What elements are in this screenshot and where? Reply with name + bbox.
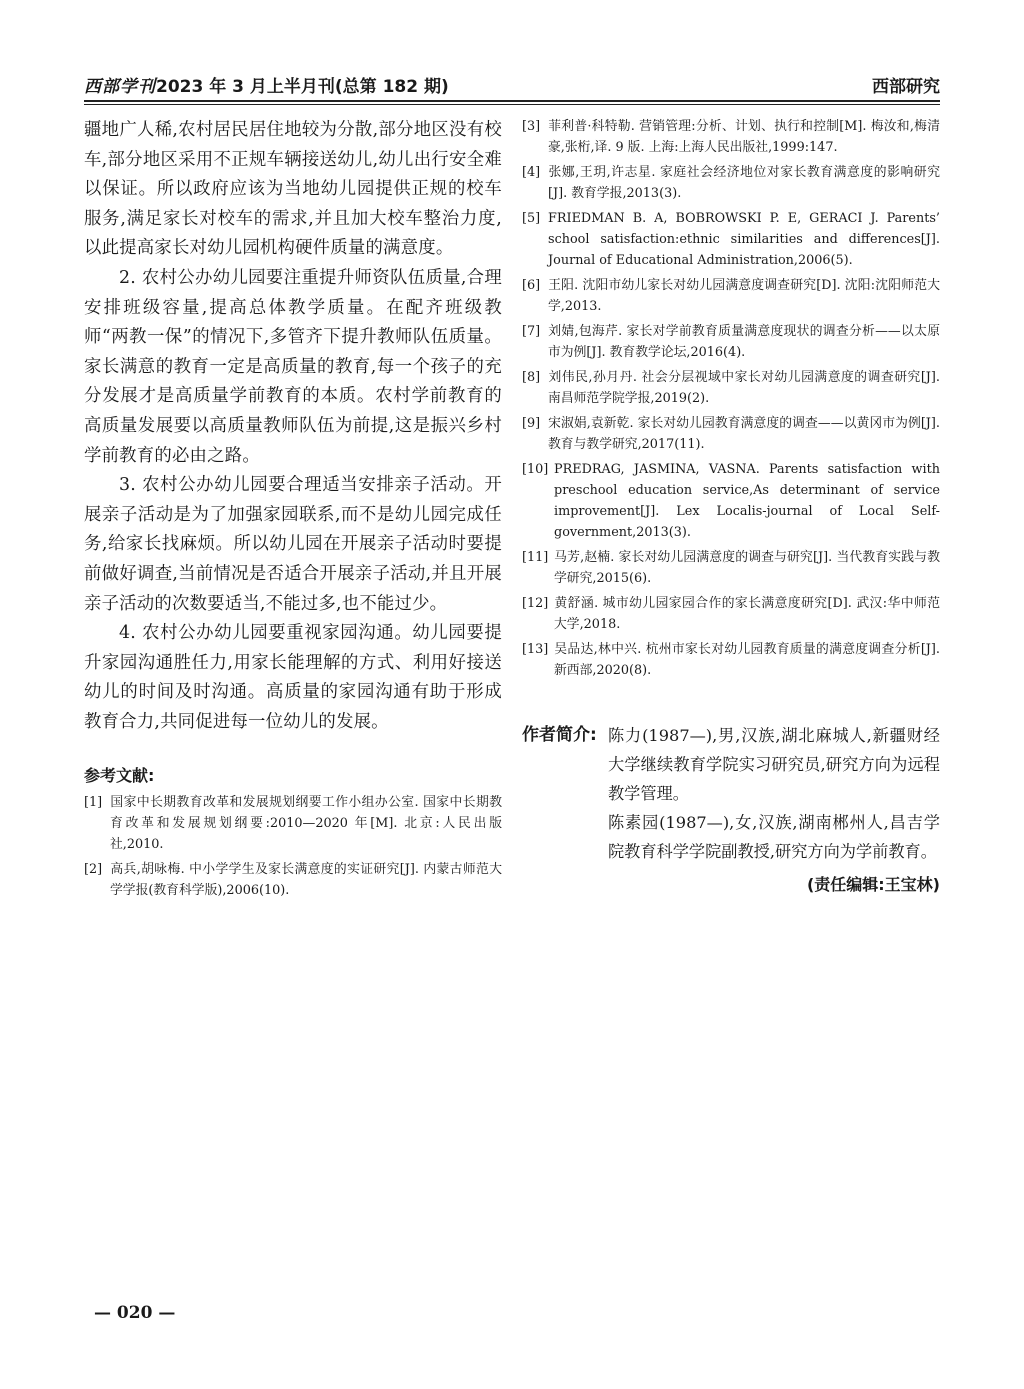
reference-text: 刘婧,包海芹. 家长对学前教育质量满意度现状的调查分析——以太原市为例[J]. 教育教学论坛,2016(4). [548, 324, 940, 360]
reference-item [84, 792, 502, 855]
reference-item [522, 275, 940, 317]
header-left [84, 72, 449, 97]
reference-item [522, 547, 940, 589]
reference-text: 宋淑娟,袁新乾. 家长对幼儿园教育满意度的调查——以黄冈市为例[J]. 教育与教学研究,2017(11). [548, 416, 940, 452]
reference-text: 刘伟民,孙月丹. 社会分层视域中家长对幼儿园满意度的调查研究[J]. 南昌师范学院学报,2019(2). [548, 370, 940, 406]
reference-number: [13] [522, 642, 549, 657]
page-number: — 020 — [94, 1303, 176, 1323]
reference-number: [4] [522, 165, 541, 180]
page-header [84, 70, 940, 100]
reference-text: 张娜,王玥,许志星. 家庭社会经济地位对家长教育满意度的影响研究[J]. 教育学报,2013(3). [548, 165, 940, 201]
author-body [608, 721, 940, 866]
reference-item [522, 459, 940, 543]
author-entry: 陈素园(1987—),女,汉族,湖南郴州人,昌吉学院教育科学学院副教授,研究方向为学前教育。 [608, 813, 940, 861]
left-column [84, 116, 502, 905]
reference-text: 菲利普·科特勒. 营销管理:分析、计划、执行和控制[M]. 梅汝和,梅清豪,张桁,译. 9 版. 上海:上海人民出版社,1999:147. [548, 119, 940, 155]
reference-item [84, 859, 502, 901]
body-paragraph: 疆地广人稀,农村居民居住地较为分散,部分地区没有校车,部分地区采用不正规车辆接送幼儿,幼儿出行安全难以保证。所以政府应该为当地幼儿园提供正规的校车服务,满足家长对校车的需求,并且加大校车整治力度,以此提高家长对幼儿园机构硬件质量的满意度。 [84, 120, 502, 259]
reference-item [522, 593, 940, 635]
reference-text: 王阳. 沈阳市幼儿家长对幼儿园满意度调查研究[D]. 沈阳:沈阳师范大学,2013. [548, 278, 940, 314]
header-rule [84, 100, 940, 102]
body-paragraph: 2. 农村公办幼儿园要注重提升师资队伍质量,合理安排班级容量,提高总体教学质量。在配齐班级教师“两教一保”的情况下,多管齐下提升教师队伍质量。家长满意的教育一定是高质量的教育,每一个孩子的充分发展才是高质量学前教育的本质。农村学前教育的高质量发展要以高质量教师队伍为前提,这是振兴乡村学前教育的必由之路。 [84, 267, 502, 466]
reference-text: 国家中长期教育改革和发展规划纲要工作小组办公室. 国家中长期教育改革和发展规划纲要:2010—2020 年[M]. 北京:人民出版社,2010. [110, 795, 502, 853]
author-entry: 陈力(1987—),男,汉族,湖北麻城人,新疆财经大学继续教育学院实习研究员,研究方向为远程教学管理。 [608, 726, 940, 803]
journal-logo: 西部学刊 [84, 77, 156, 97]
reference-text: PREDRAG, JASMINA, VASNA. Parents satisfaction with preschool education service,As determinant of service improvement[J]. Lex Localis-journal of Local Self-government,2013(3). [554, 462, 940, 540]
reference-number: [2] [84, 862, 103, 878]
header-rule-thin [84, 104, 940, 105]
reference-item [522, 116, 940, 158]
reference-text: 黄舒涵. 城市幼儿园家园合作的家长满意度研究[D]. 武汉:华中师范大学,2018. [554, 596, 940, 632]
reference-number: [3] [522, 119, 541, 134]
reference-number: [6] [522, 278, 541, 293]
reference-text: 马芳,赵楠. 家长对幼儿园满意度的调查与研究[J]. 当代教育实践与教学研究,2015(6). [554, 550, 940, 586]
references-title: 参考文献: [84, 766, 155, 786]
reference-number: [11] [522, 550, 549, 565]
right-column [522, 116, 940, 895]
reference-item [522, 367, 940, 409]
author-label: 作者简介: [522, 725, 597, 745]
body-paragraph: 4. 农村公办幼儿园要重视家园沟通。幼儿园要提升家园沟通胜任力,用家长能理解的方式、利用好接送幼儿的时间及时沟通。高质量的家园沟通有助于形成教育合力,共同促进每一位幼儿的发展。 [84, 623, 502, 732]
reference-number: [7] [522, 324, 541, 339]
author-bio [522, 721, 940, 866]
reference-text: FRIEDMAN B. A, BOBROWSKI P. E, GERACI J. Parents’ school satisfaction:ethnic similarities and differences[J]. Journal of Educational Administration,2006(5). [548, 211, 940, 268]
section-name: 西部研究 [872, 77, 940, 97]
reference-item [522, 321, 940, 363]
reference-number: [9] [522, 416, 541, 431]
reference-text: 吴品达,林中兴. 杭州市家长对幼儿园教育质量的满意度调查分析[J]. 新西部,2020(8). [554, 642, 940, 678]
reference-number: [1] [84, 795, 103, 811]
body-paragraph: 3. 农村公办幼儿园要合理适当安排亲子活动。开展亲子活动是为了加强家园联系,而不是幼儿园完成任务,给家长找麻烦。所以幼儿园在开展亲子活动时要提前做好调查,当前情况是否适合开展亲子活动,并且开展亲子活动的次数要适当,不能过多,也不能过少。 [84, 475, 502, 614]
issue-info: 2023 年 3 月上半月刊(总第 182 期) [156, 77, 449, 97]
reference-item [522, 413, 940, 455]
reference-item [522, 208, 940, 271]
responsible-editor: (责任编辑:王宝林) [806, 875, 940, 894]
reference-number: [12] [522, 596, 549, 611]
reference-item [522, 162, 940, 204]
reference-number: [10] [522, 462, 549, 477]
reference-number: [8] [522, 370, 541, 385]
reference-item [522, 639, 940, 681]
reference-text: 高兵,胡咏梅. 中小学学生及家长满意度的实证研究[J]. 内蒙古师范大学学报(教育科学版),2006(10). [110, 862, 502, 899]
reference-number: [5] [522, 211, 541, 226]
